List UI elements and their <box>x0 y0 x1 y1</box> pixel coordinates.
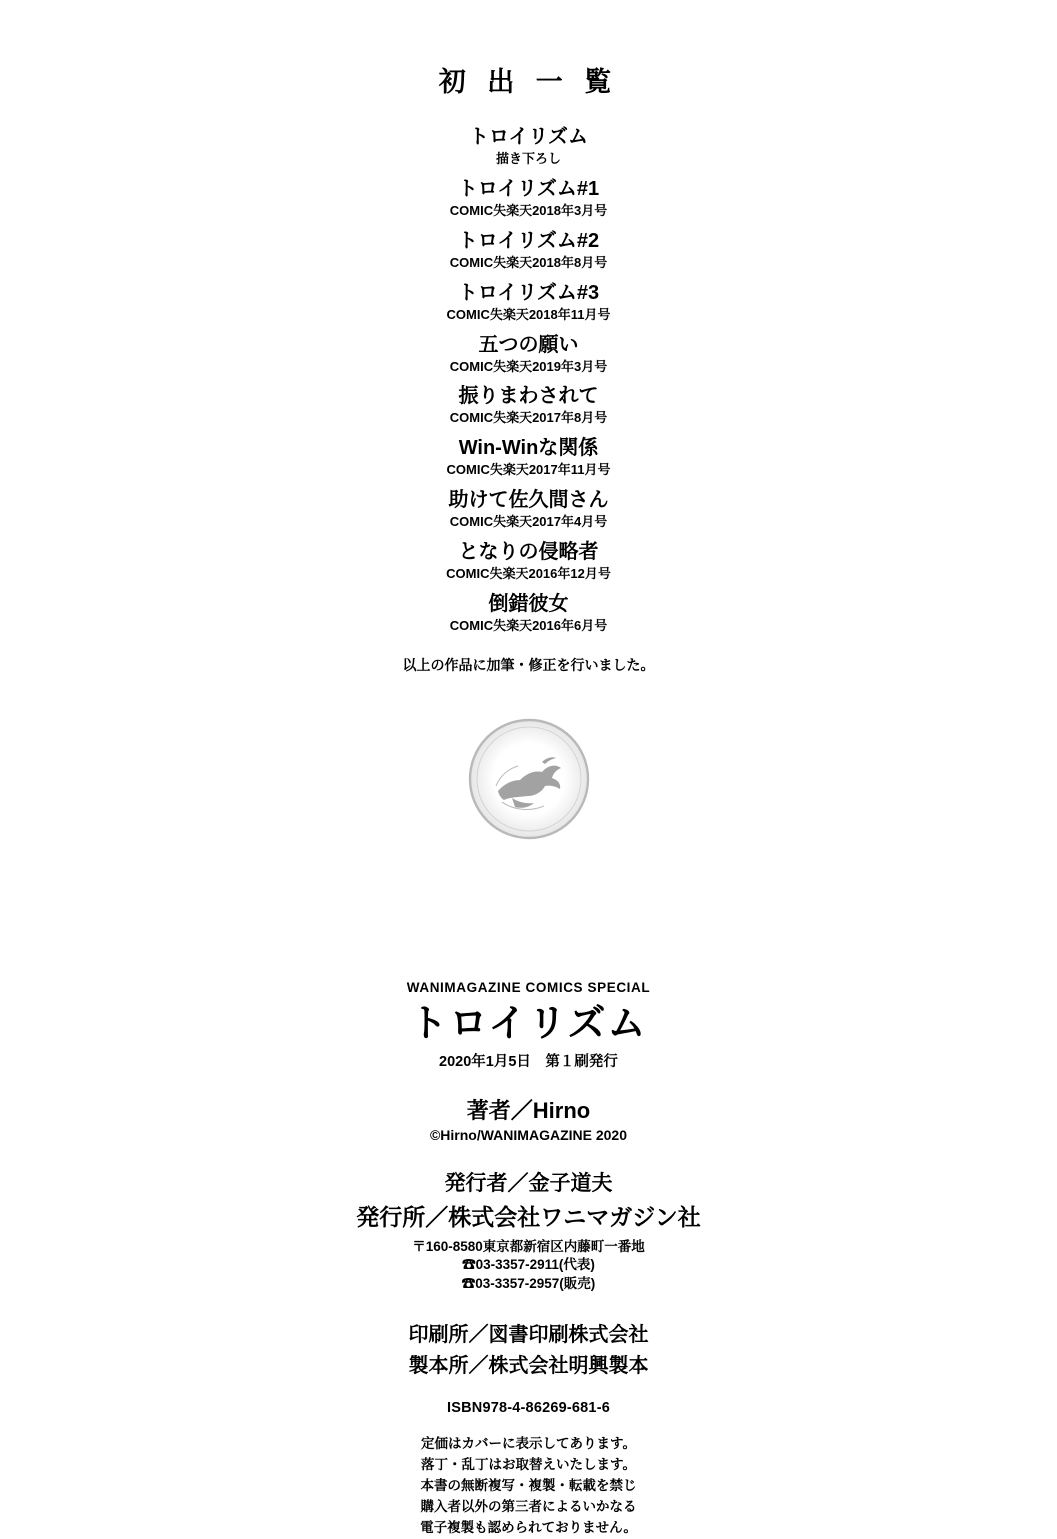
publisher-tel-main: ☎03-3357-2911(代表) <box>462 1256 595 1272</box>
credit-source: COMIC失楽天2018年8月号 <box>449 254 608 270</box>
book-title: トロイリズム <box>409 1003 648 1045</box>
notice-line: 落丁・乱丁はお取替えいたします。 <box>421 1456 636 1472</box>
credit-source: COMIC失楽天2016年12月号 <box>446 566 611 582</box>
notice-line: 購入者以外の第三者によるいかなる <box>420 1498 637 1514</box>
credit-title: 五つの願い <box>478 333 579 356</box>
credit-title: トロイリズム#1 <box>457 177 600 200</box>
publisher-emblem <box>0 718 1057 840</box>
list-item <box>0 177 1057 220</box>
list-item <box>0 333 1057 376</box>
credit-title: となりの侵略者 <box>458 541 599 564</box>
credit-source: COMIC失楽天2018年3月号 <box>449 202 608 218</box>
credit-source: COMIC失楽天2016年6月号 <box>449 618 608 634</box>
series-label: WANIMAGAZINE COMICS SPECIAL <box>406 980 651 995</box>
notice-line: 定価はカバーに表示してあります。 <box>421 1435 636 1451</box>
credit-title: 倒錯彼女 <box>488 593 569 616</box>
credit-source: COMIC失楽天2017年8月号 <box>449 410 608 426</box>
credit-source: COMIC失楽天2018年11月号 <box>446 306 611 322</box>
credit-source: 描き下ろし <box>495 151 561 166</box>
first-appearance-heading: 初 出 一 覧 <box>438 67 619 97</box>
printer-line: 印刷所／図書印刷株式会社 <box>408 1323 649 1346</box>
list-item <box>0 125 1057 168</box>
publisher-crocodile-emblem-icon <box>468 718 590 840</box>
publication-date: 2020年1月5日 第１刷発行 <box>439 1053 618 1070</box>
list-item <box>0 436 1057 479</box>
notice-line: 本書の無断複写・複製・転載を禁じ <box>420 1477 637 1493</box>
credit-source: COMIC失楽天2017年4月号 <box>449 514 608 530</box>
isbn-line: ISBN978-4-86269-681-6 <box>447 1399 610 1416</box>
publisher-person-line: 発行者／金子道夫 <box>444 1171 613 1195</box>
binder-line: 製本所／株式会社明興製本 <box>408 1354 649 1377</box>
credit-title: 助けて佐久間さん <box>448 489 609 512</box>
legal-notices <box>0 1434 1057 1539</box>
publisher-tel-sales: ☎03-3357-2957(販売) <box>461 1276 596 1292</box>
credit-source: COMIC失楽天2019年3月号 <box>449 358 608 374</box>
publisher-address: 〒160-8580東京都新宿区内藤町一番地 <box>412 1238 645 1254</box>
list-item <box>0 488 1057 531</box>
credit-title: トロイリズム#2 <box>457 229 600 252</box>
list-item <box>0 540 1057 583</box>
list-item <box>0 281 1057 324</box>
first-appearance-note: 以上の作品に加筆・修正を行いました。 <box>402 656 655 673</box>
list-item <box>0 229 1057 272</box>
credit-title: 振りまわされて <box>458 385 599 408</box>
colophon-block <box>0 980 1057 1539</box>
list-item <box>0 592 1057 635</box>
publisher-company-line: 発行所／株式会社ワニマガジン社 <box>356 1203 701 1230</box>
copyright-line: ©Hirno/WANIMAGAZINE 2020 <box>429 1126 627 1143</box>
credit-source: COMIC失楽天2017年11月号 <box>446 462 611 478</box>
author-line: 著者／Hirno <box>466 1097 591 1123</box>
list-item <box>0 384 1057 427</box>
credit-title: トロイリズム#3 <box>457 281 600 304</box>
credit-title: Win-Winな関係 <box>458 437 599 460</box>
credit-title: トロイリズム <box>469 126 588 148</box>
first-appearance-list <box>0 60 1057 675</box>
notice-line: 電子複製も認められておりません。 <box>420 1519 637 1535</box>
